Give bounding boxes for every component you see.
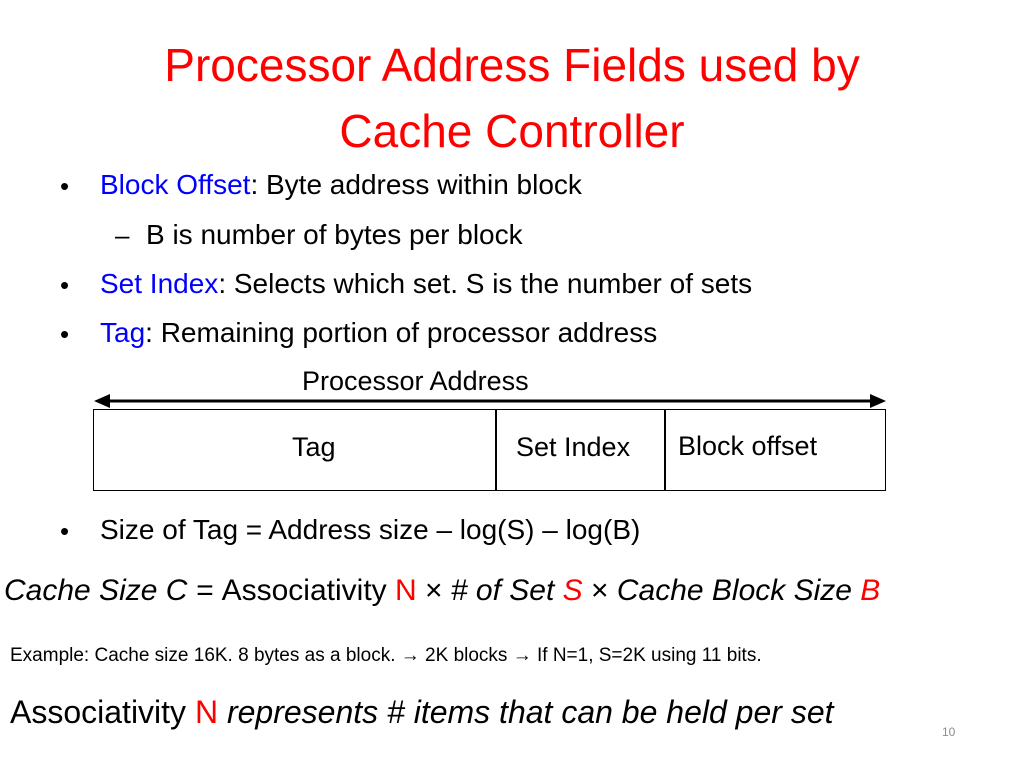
right-arrow-icon: → [400, 645, 420, 666]
block-size-word: Cache Block Size [616, 574, 861, 607]
bullet-block-offset-text: : Byte address within block [250, 169, 582, 200]
cache-size-formula [4, 574, 880, 608]
right-arrow-icon: → [512, 645, 532, 666]
set-index-field-box [495, 409, 666, 491]
term-set-index: Set Index [100, 268, 219, 299]
bullet-marker: • [60, 516, 70, 546]
example-line [10, 645, 762, 667]
term-tag: Tag [100, 317, 146, 348]
times-symbol: × [582, 574, 617, 607]
block-offset-field-label: Block offset [678, 431, 818, 461]
set-index-field-label: Set Index [516, 432, 631, 462]
symbol-b: B [860, 574, 881, 607]
symbol-n: N [395, 574, 417, 607]
bullet-marker: • [60, 319, 70, 349]
slide-number: 10 [942, 725, 956, 739]
sub-bullet-block-size: B is number of bytes per block [146, 219, 523, 250]
associativity-statement [10, 694, 834, 731]
associativity-word: Associativity [221, 574, 395, 607]
symbol-n: N [194, 694, 219, 730]
bullet-tag-text: : Remaining portion of processor address [145, 317, 658, 348]
bullet-set-index-text: : Selects which set. S is the number of sets [218, 268, 753, 299]
sets-word: # of Set [450, 574, 563, 607]
tag-field-box [93, 409, 497, 491]
slide-title-line-1: Processor Address Fields used by [164, 39, 860, 91]
example-part-3: If N=1, S=2K using 11 bits. [531, 645, 762, 666]
example-part-1: Example: Cache size 16K. 8 bytes as a block. [10, 645, 401, 666]
slide-title-line-2: Cache Controller [339, 105, 685, 157]
block-offset-field-box [664, 409, 886, 491]
bullet-marker: • [60, 270, 70, 300]
associativity-rest: represents # items that can be held per set [218, 694, 834, 730]
bullet-tag-size: Size of Tag = Address size – log(S) – log(B) [100, 514, 641, 545]
cache-size-lhs: Cache Size C = [4, 574, 222, 607]
tag-field-label: Tag [292, 432, 336, 462]
term-block-offset: Block Offset [100, 169, 251, 200]
times-symbol: × [416, 574, 451, 607]
symbol-s: S [562, 574, 583, 607]
associativity-word: Associativity [10, 694, 195, 730]
example-part-2: 2K blocks [419, 645, 513, 666]
bullet-marker: • [60, 171, 70, 201]
diagram-caption: Processor Address [302, 366, 529, 396]
sub-bullet-marker: – [115, 220, 130, 250]
